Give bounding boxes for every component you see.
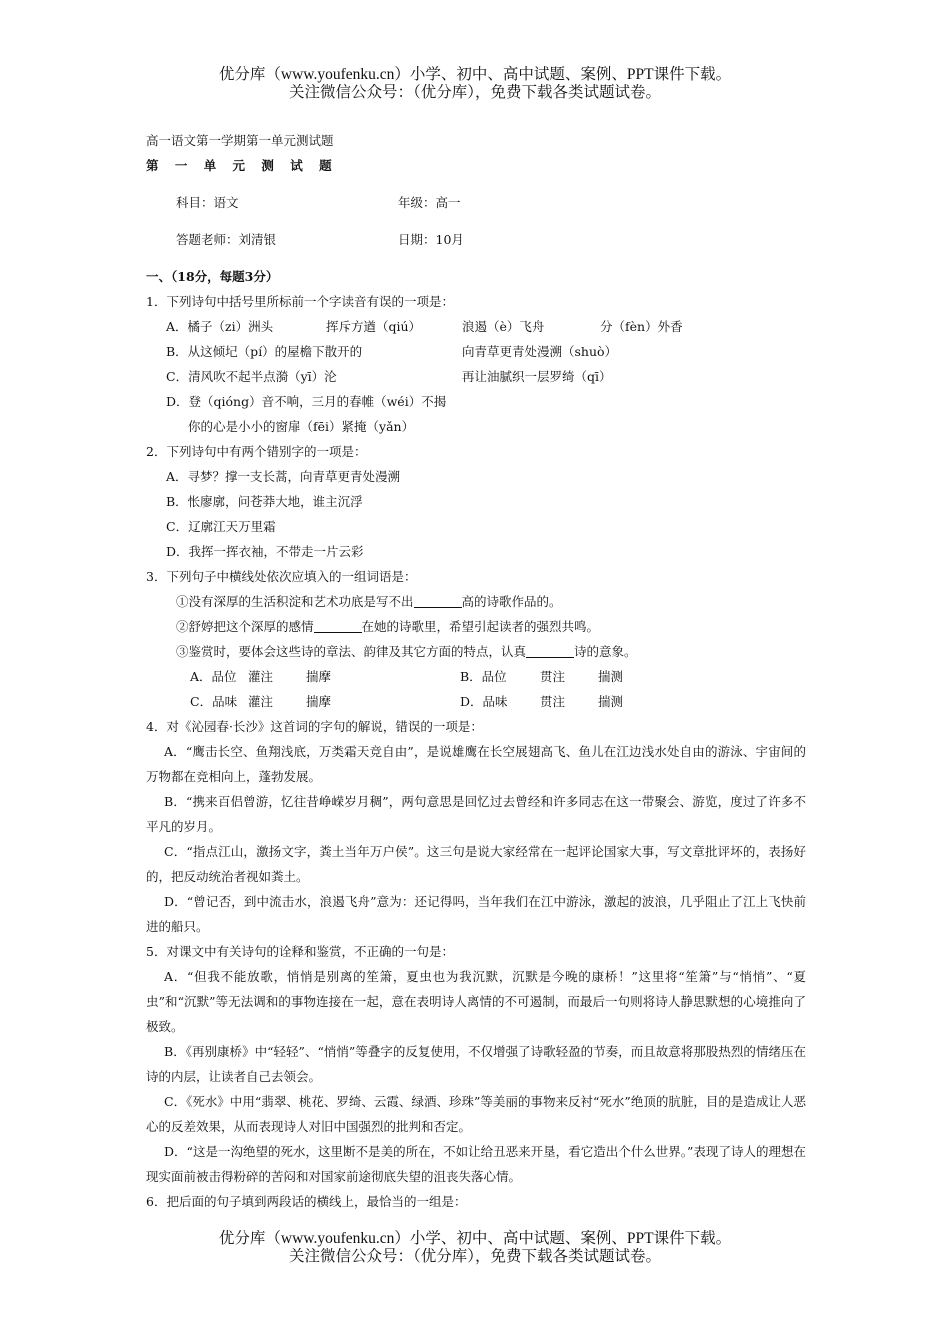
doc-title: 高一语文第一学期第一单元测试题 — [146, 133, 334, 148]
q3-stem: 3．下列句子中横线处依次应填入的一组词语是： — [146, 569, 417, 584]
q1-option-a — [146, 314, 806, 339]
q3-sentence-1 — [146, 589, 806, 614]
q1-b2: 向青草更青处漫溯（shuò） — [462, 344, 618, 359]
q1-c2: 再让油腻织一层罗绮（qī） — [462, 369, 612, 384]
q3-a-2: 揣摩 — [306, 669, 332, 684]
q5-stem: 5．对课文中有关诗句的诠释和鉴赏，不正确的一句是： — [146, 944, 454, 959]
q3-options-cd — [146, 689, 806, 714]
q3-c-1: 灌注 — [248, 694, 274, 709]
q3-s1-after: 高的诗歌作品的。 — [461, 594, 562, 609]
q2-stem: 2．下列诗句中有两个错别字的一项是： — [146, 444, 367, 459]
q3-c-2: 揣摩 — [306, 694, 332, 709]
q2-option-d: D．我挥一挥衣袖，不带走一片云彩 — [166, 544, 364, 559]
q3-a-0: A．品位 — [190, 669, 237, 684]
q5-option-c: C．《死水》中用“翡翠、桃花、罗绮、云霞、绿酒、珍珠”等美丽的事物来反衬“死水”绝顶的肮脏，目的是造成让人恶心的反差效果，从而表现诗人对旧中国强烈的批判和否定。 — [146, 1094, 806, 1134]
footer-line-1: 优分库（www.youfenku.cn）小学、初中、高中试题、案例、PPT课件下载。 — [218, 1230, 732, 1247]
q3-s3-before: ③鉴赏时，要体会这些诗的章法、韵律及其它方面的特点，认真 — [176, 644, 527, 659]
q4-option-a: A．“鹰击长空、鱼翔浅底，万类霜天竞自由”，是说雄鹰在长空展翅高飞、鱼儿在江边浅水处自由的游泳、宇宙间的万物都在竞相向上，蓬勃发展。 — [146, 744, 806, 784]
q3-c-0: C．品味 — [190, 694, 238, 709]
q3-blank-1 — [414, 594, 462, 608]
meta-subject: 科目：语文 — [176, 195, 239, 210]
q2-option-a: A．寻梦？撑一支长蒿，向青草更青处漫溯 — [166, 469, 401, 484]
q1-b1: B．从这倾圮（pí）的屋檐下散开的 — [166, 344, 363, 359]
meta-grade: 年级：高一 — [398, 195, 461, 210]
q2-option-b: B．怅廖廓，问苍莽大地，谁主沉浮 — [166, 494, 363, 509]
q3-d-0: D．品味 — [460, 694, 508, 709]
q1-a4: 分（fèn）外香 — [600, 319, 683, 334]
q2-option-c: C．辽廓江天万里霜 — [166, 519, 276, 534]
q4-option-b: B．“携来百侣曾游，忆往昔峥嵘岁月稠”，两句意思是回忆过去曾经和许多同志在这一带聚会、游览，度过了许多不平凡的岁月。 — [146, 794, 806, 834]
q1-option-b — [146, 339, 806, 364]
q3-s2-before: ②舒婷把这个深厚的感情 — [176, 619, 314, 634]
q3-b-1: 贯注 — [540, 669, 566, 684]
q3-blank-2 — [314, 619, 362, 633]
q3-s1-before: ①没有深厚的生活积淀和艺术功底是写不出 — [176, 594, 414, 609]
meta-date: 日期：10月 — [398, 232, 464, 247]
q3-options-ab — [146, 664, 806, 689]
q3-blank-3 — [526, 644, 574, 658]
q5-option-a: A．“但我不能放歌，悄悄是别离的笙箫，夏虫也为我沉默，沉默是今晚的康桥！”这里将“笙箫”与“悄悄”、“夏虫”和“沉默”等无法调和的事物连接在一起，意在表明诗人离情的不可遏制，而最后一句则将诗人静思默想的心境推向了极致。 — [146, 969, 806, 1034]
document-body — [146, 128, 806, 1214]
q3-a-1: 灌注 — [248, 669, 274, 684]
q1-a1: A．橘子（zi）洲头 — [166, 319, 274, 334]
header-banner — [0, 66, 950, 102]
q4-option-d: D．“曾记否，到中流击水，浪遏飞舟”意为：还记得吗，当年我们在江中游泳，激起的波浪，几乎阻止了江上飞快前进的船只。 — [146, 894, 806, 934]
q5-option-d: D．“这是一沟绝望的死水，这里断不是美的所在，不如让给丑恶来开垦，看它造出个什么世界。”表现了诗人的理想在现实面前被击得粉碎的苦闷和对国家前途彻底失望的沮丧失落心情。 — [146, 1144, 806, 1184]
header-line-2: 关注微信公众号：（优分库），免费下载各类试题试卷。 — [288, 84, 661, 101]
header-line-1: 优分库（www.youfenku.cn）小学、初中、高中试题、案例、PPT课件下载。 — [218, 66, 732, 83]
q1-a3: 浪遏（è）飞舟 — [462, 319, 545, 334]
footer-banner — [0, 1230, 950, 1266]
q6-stem: 6．把后面的句子填到两段话的横线上，最恰当的一组是： — [146, 1194, 467, 1209]
meta-row-1 — [146, 190, 806, 215]
q3-d-2: 揣测 — [598, 694, 624, 709]
meta-teacher: 答题老师：刘清银 — [176, 232, 277, 247]
q3-d-1: 贯注 — [540, 694, 566, 709]
q1-d1: D．登（qióng）音不响，三月的春帷（wéi）不揭 — [166, 394, 447, 409]
q4-option-c: C．“指点江山，激扬文字，粪土当年万户侯”。这三句是说大家经常在一起评论国家大事，写文章批评坏的，表扬好的，把反动统治者视如粪土。 — [146, 844, 806, 884]
section-heading: 一、（18分，每题3分） — [146, 269, 279, 284]
q3-sentence-3 — [146, 639, 806, 664]
q4-stem: 4．对《沁园春·长沙》这首词的字句的解说，错误的一项是： — [146, 719, 483, 734]
q1-c1: C．清风吹不起半点漪（yī）沦 — [166, 369, 337, 384]
meta-row-2 — [146, 227, 806, 252]
q1-d2: 你的心是小小的窗扉（fēi）紧掩（yǎn） — [188, 419, 415, 434]
q3-s3-after: 诗的意象。 — [574, 644, 637, 659]
q1-stem: 1．下列诗句中括号里所标前一个字读音有误的一项是： — [146, 294, 454, 309]
q3-b-2: 揣测 — [598, 669, 624, 684]
q3-s2-after: 在她的诗歌里，希望引起读者的强烈共鸣。 — [361, 619, 600, 634]
q1-option-c — [146, 364, 806, 389]
q3-sentence-2 — [146, 614, 806, 639]
footer-line-2: 关注微信公众号：（优分库），免费下载各类试题试卷。 — [288, 1248, 661, 1265]
doc-subtitle: 第 一 单 元 测 试 题 — [146, 158, 338, 173]
q3-b-0: B．品位 — [460, 669, 507, 684]
q1-a2: 挥斥方遒（qiú） — [326, 319, 422, 334]
q5-option-b: B．《再别康桥》中“轻轻”、“悄悄”等叠字的反复使用，不仅增强了诗歌轻盈的节奏，而且故意将那股热烈的情绪压在诗的内层，让读者自己去领会。 — [146, 1044, 806, 1084]
